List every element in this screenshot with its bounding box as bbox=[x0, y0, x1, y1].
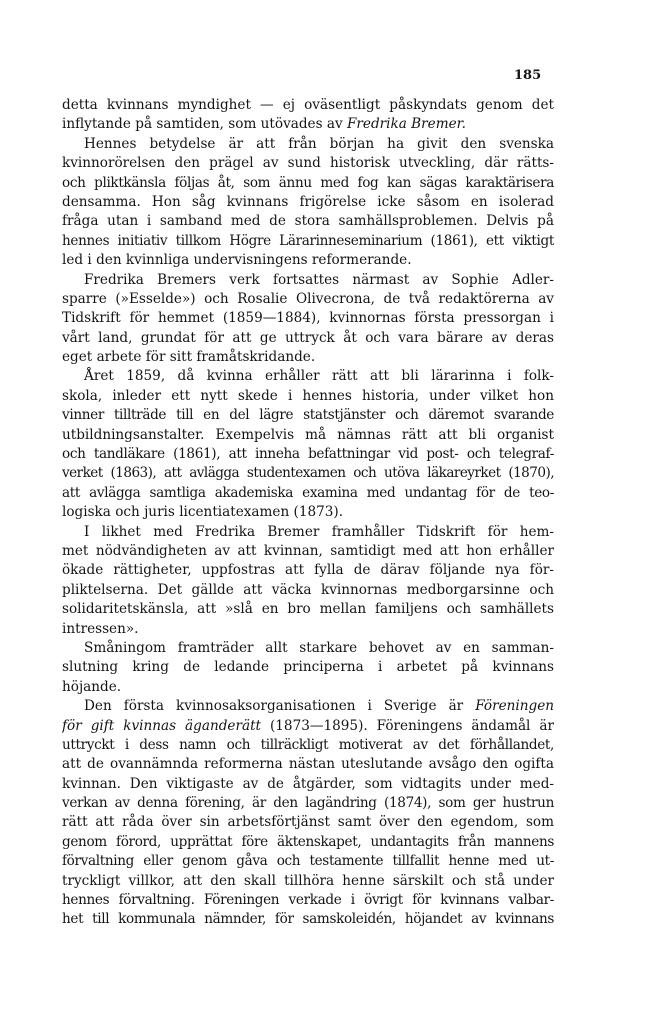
text-line: logiska och juris licentiatexamen (1873). bbox=[62, 504, 344, 521]
organization-name: för gift kvinnas äganderätt bbox=[62, 717, 261, 734]
text-line: och pliktkänsla följas åt, som ännu med fog kan sägas karaktärisera bbox=[62, 174, 554, 191]
text-line: kvinnorörelsen den prägel av sund historisk utveckling, där rätts- bbox=[62, 155, 554, 172]
text-line: verkan av denna förening, är den lagändring (1874), som ger hustrun bbox=[62, 795, 554, 812]
text-line: sparre (»Esselde») och Rosalie Olivecrona, de två redaktörerna av bbox=[62, 290, 554, 307]
text-line: het till kommunala nämnder, för samskoleidén, höjandet av kvinnans bbox=[62, 911, 554, 928]
text-line: för gift kvinnas äganderätt (1873—1895). Föreningens ändamål är bbox=[62, 717, 554, 734]
body-text bbox=[62, 96, 554, 930]
text-line: pliktelserna. Det gällde att väcka kvinnornas medborgarsinne och bbox=[62, 581, 554, 598]
text-line: vinner tillträde till en del lägre statstjänster och däremot svarande bbox=[62, 407, 554, 424]
text-line: skola, inleder ett nytt skede i hennes historia, under vilket hon bbox=[62, 387, 554, 404]
text-line: fråga utan i samband med de stora samhällsproblemen. Delvis på bbox=[62, 213, 554, 230]
text-line: met nödvändigheten av att kvinnan, samtidigt med att hon erhåller bbox=[62, 542, 554, 559]
text-line: kvinnan. Den viktigaste av de åtgärder, som vidtagits under med- bbox=[62, 775, 554, 792]
text-line: detta kvinnans myndighet — ej oväsentligt påskyndats genom det bbox=[62, 97, 554, 113]
text-line: Tidskrift för hemmet (1859—1884), kvinnornas första pressorgan i bbox=[62, 310, 554, 327]
text-line: vårt land, grundat för att ge uttryck åt och vara bärare av deras bbox=[62, 329, 554, 346]
text-line: verket (1863), att avlägga studentexamen och utöva läkareyrket (1870), bbox=[62, 465, 554, 482]
text-line: Fredrika Bremers verk fortsattes närmast av Sophie Adler- bbox=[84, 271, 554, 288]
text-line: höjande. bbox=[62, 678, 122, 695]
text-line: Hennes betydelse är att från början ha givit den svenska bbox=[84, 135, 554, 152]
text-line: ökade rättigheter, uppfostras att fylla de därav följande nya för- bbox=[62, 562, 554, 579]
text-line: Året 1859, då kvinna erhåller rätt att bli lärarinna i folk- bbox=[84, 368, 554, 385]
text-line: I likhet med Fredrika Bremer framhåller Tidskrift för hem- bbox=[84, 523, 554, 540]
text-line: uttryckt i dess namn och tillräckligt motiverat av det förhållandet, bbox=[62, 736, 554, 753]
text-line: hennes förvaltning. Föreningen verkade i övrigt för kvinnans valbar- bbox=[62, 892, 554, 909]
text-line: genom förord, upprättat före äktenskapet, undantagits från mannens bbox=[62, 833, 554, 850]
text-line: eget arbete för sitt framåtskridande. bbox=[62, 349, 316, 366]
text-line: intressen». bbox=[62, 620, 139, 637]
text-line: rätt att råda över sin arbetsförtjänst samt över den egendom, som bbox=[62, 814, 554, 831]
text-line: Den första kvinnosaksorganisationen i Sverige är Föreningen bbox=[84, 698, 554, 715]
text-line: hennes initiativ tillkom Högre Lärarinneseminarium (1861), ett viktigt bbox=[62, 232, 554, 249]
text-line: slutning kring de ledande principerna i arbetet på kvinnans bbox=[62, 659, 554, 676]
text-line: förvaltning eller genom gåva och testamente tillfallit henne med ut- bbox=[62, 853, 554, 870]
text-line: utbildningsanstalter. Exempelvis må nämnas rätt att bli organist bbox=[62, 426, 554, 443]
author-name: Fredrika Bremer. bbox=[347, 116, 466, 133]
text-line: Småningom framträder allt starkare behovet av en samman- bbox=[84, 639, 554, 656]
page-number: 185 bbox=[514, 68, 542, 83]
text-line: att avlägga samtliga akademiska examina med undantag för de teo- bbox=[62, 484, 554, 501]
organization-name: Föreningen bbox=[475, 698, 554, 715]
text-line: att de ovannämnda reformerna nästan uteslutande avsågo den ogifta bbox=[62, 756, 554, 773]
text-line: tryckligt villkor, att den skall tillhöra henne särskilt och stå under bbox=[62, 872, 554, 889]
text-line: solidaritetskänsla, att »slå en bro mellan familjens och samhällets bbox=[62, 601, 554, 618]
text-line: och tandläkare (1861), att inneha befattningar vid post- och telegraf- bbox=[62, 446, 554, 463]
text-line: led i den kvinnliga undervisningens reformerande. bbox=[62, 252, 412, 269]
text-line: densamma. Hon såg kvinnans frigörelse icke såsom en isolerad bbox=[62, 193, 554, 210]
text-line: inflytande på samtiden, som utövades av Fredrika Bremer. bbox=[62, 116, 466, 133]
